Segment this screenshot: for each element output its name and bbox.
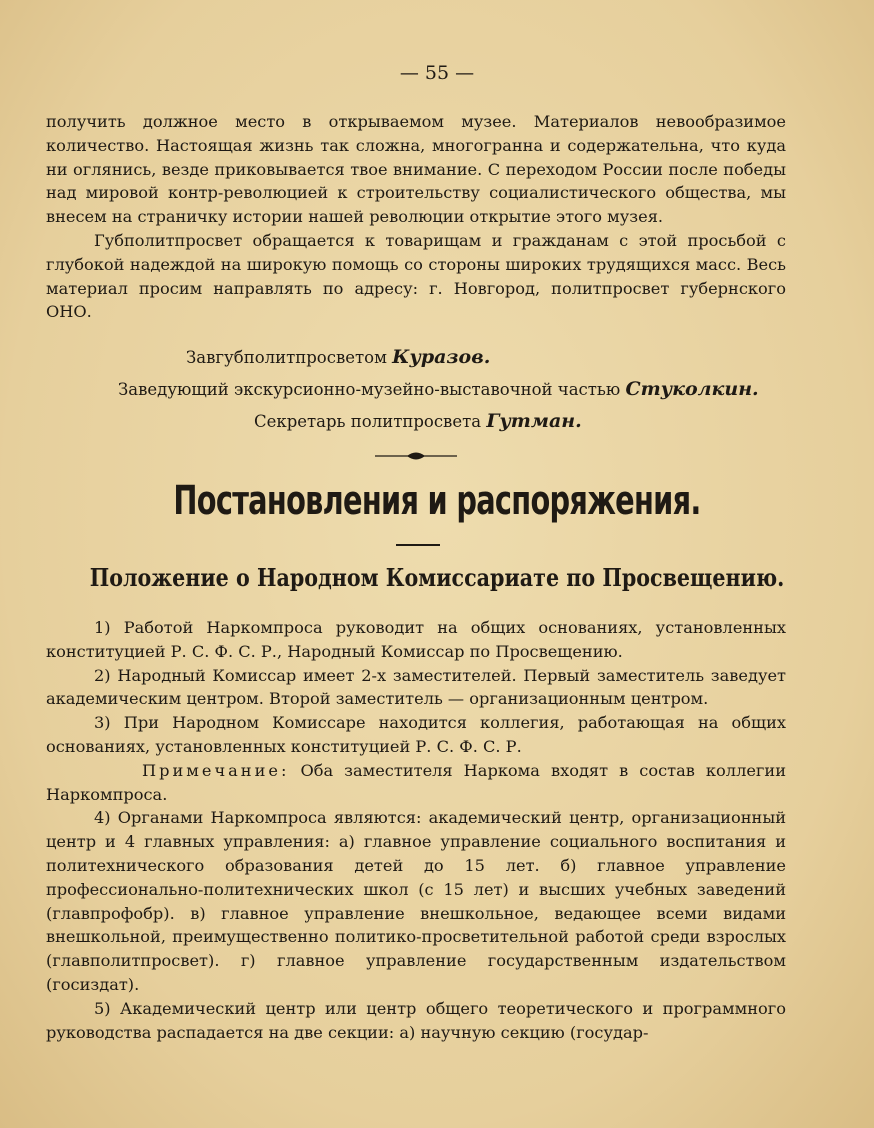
signature-name: Гутман. — [486, 410, 582, 432]
signature-name: Куразов. — [392, 346, 491, 368]
signature-role: Завгубполитпросветом — [186, 348, 387, 367]
intro-paragraph: Губполитпросвет обращается к товарищам и гражданам с этой просьбой с глубокой надеждой на широкую помощь со стороны широких трудящихся масс. Весь материал просим направлять по адресу: г. Новгород, политпросвет губернского ОНО. — [46, 230, 786, 322]
signature-role: Заведующий экскурсионно-музейно-выставочной частью — [118, 380, 621, 399]
regulation-item: 5) Академический центр или центр общего теоретического и программного руководства распадается на две секции: а) научную секцию (государ- — [46, 998, 786, 1042]
intro-text — [46, 110, 786, 324]
section-title: Постановления и распоряжения. — [173, 478, 701, 524]
regulation-items — [46, 616, 786, 1044]
ornament-divider — [373, 448, 459, 464]
regulation-item: 2) Народный Комиссар имеет 2-х заместителей. Первый заместитель заведует академическим центром. Второй заместитель — организационным центром. — [46, 665, 786, 709]
note-text: Оба заместителя Наркома входят в состав коллегии Наркомпроса. — [46, 760, 786, 804]
signature-role: Секретарь политпросвета — [254, 412, 482, 431]
title-rule — [396, 544, 440, 546]
page-number: — 55 — — [399, 62, 475, 84]
document-subtitle: Положение о Народном Комиссариате по Просвещению. — [89, 563, 785, 592]
signature-line — [254, 410, 582, 432]
signature-name: Стуколкин. — [625, 378, 759, 400]
note-label: Примечание: — [142, 760, 290, 780]
regulation-note — [46, 759, 786, 807]
signature-line — [186, 346, 490, 368]
regulation-item: 4) Органами Наркомпроса являются: академический центр, организационный центр и 4 главных управления: а) главное управление социального воспитания и политехнического образования детей до 15 лет. б) главное управление профессионально-политехнических школ (с 15 лет) и высших учебных заведений (главпрофобр). в) главное управление внешкольное, ведающее всеми видами внешкольной, преимущественно политико-просветительной работой среди взрослых (главполитпросвет). г) главное управление государственным издательством (госиздат). — [46, 808, 786, 994]
regulation-item: 3) При Народном Комиссаре находится коллегия, работающая на общих основаниях, установленных конституцией Р. С. Ф. С. Р. — [46, 713, 786, 756]
intro-paragraph: получить должное место в открываемом музее. Материалов невообразимое количество. Настоящая жизнь так сложна, многогранна и содержательна, что куда ни оглянись, везде приковывается твое внимание. С переходом России после победы над мировой контр-революцией к строительству социалистического общества, мы внесем на страничку истории нашей революции открытие этого музея. — [46, 112, 786, 227]
signature-line — [118, 378, 759, 400]
regulation-item: 1) Работой Наркомпроса руководит на общих основаниях, установленных конституцией Р. С. Ф. С. Р., Народный Комиссар по Просвещению. — [46, 618, 786, 661]
